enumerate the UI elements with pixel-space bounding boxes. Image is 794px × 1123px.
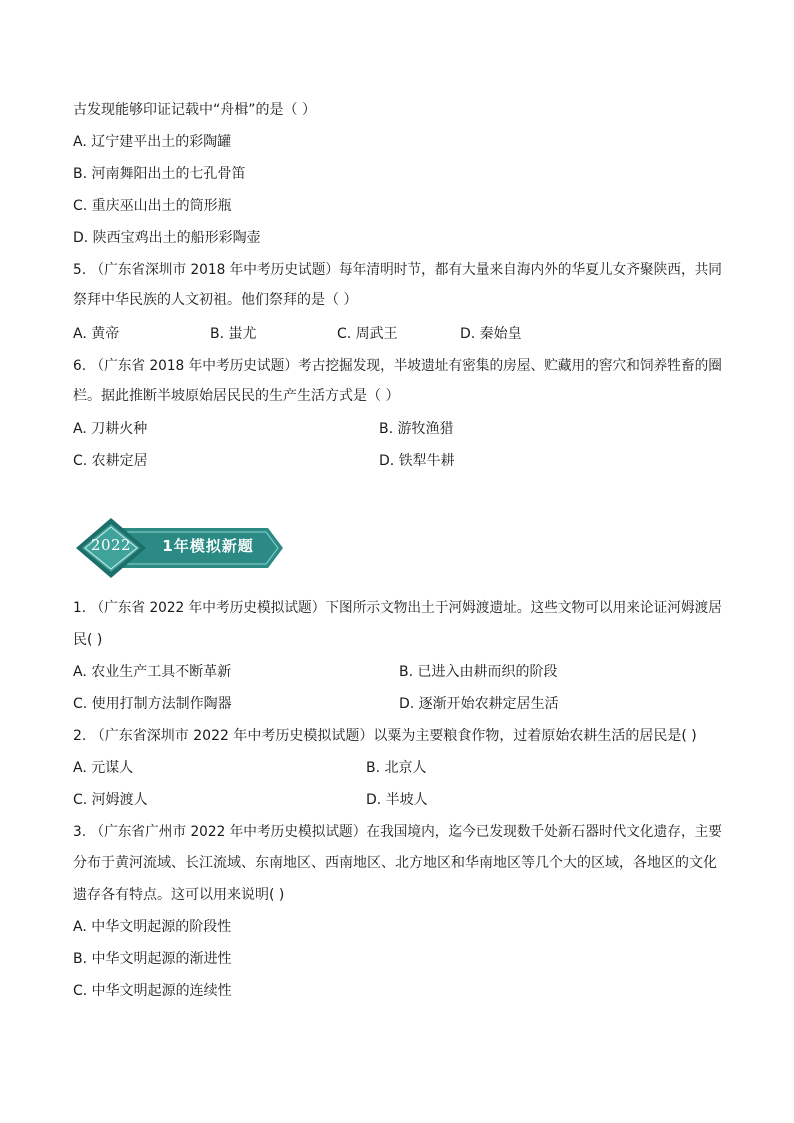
option-b: B. 河南舞阳出土的七孔骨笛 <box>73 166 246 182</box>
m1-option-c: C. 使用打制方法制作陶器 <box>73 696 232 712</box>
m2-option-a: A. 元谋人 <box>73 760 134 776</box>
m3-option-b: B. 中华文明起源的渐进性 <box>73 951 232 967</box>
question-5-line-2: 祭拜中华民族的人文初祖。他们祭拜的是（ ） <box>73 292 358 308</box>
q5-option-d: D. 秦始皇 <box>460 326 522 342</box>
m2-option-b: B. 北京人 <box>366 760 427 776</box>
option-a: A. 辽宁建平出土的彩陶罐 <box>73 134 232 150</box>
m2-option-c: C. 河姆渡人 <box>73 792 148 808</box>
mock-question-1-line-1: 1. （广东省 2022 年中考历史模拟试题）下图所示文物出土于河姆渡遗址。这些文物可以用来论证河姆渡居 <box>73 600 722 616</box>
question-6-line-2: 栏。据此推断半坡原始居民民的生产生活方式是（ ） <box>73 388 400 404</box>
question-5-line-1: 5. （广东省深圳市 2018 年中考历史试题）每年清明时节，都有大量来自海内外的华夏儿女齐聚陕西，共同 <box>73 262 722 278</box>
question-6-line-1: 6. （广东省 2018 年中考历史试题）考古挖掘发现，半坡遗址有密集的房屋、贮藏用的窖穴和饲养牲畜的圈 <box>73 358 722 374</box>
m1-option-a: A. 农业生产工具不断革新 <box>73 664 232 680</box>
q6-option-c: C. 农耕定居 <box>73 453 148 469</box>
banner-year: 2022 <box>90 536 132 554</box>
q6-option-b: B. 游牧渔猎 <box>379 421 454 437</box>
mock-question-3-line-3: 遗存各有特点。这可以用来说明( ) <box>73 887 285 903</box>
mock-question-3-line-2: 分布于黄河流域、长江流域、东南地区、西南地区、北方地区和华南地区等几个大的区域，各地区的文化 <box>73 855 717 871</box>
banner-title: 1年模拟新题 <box>162 537 254 555</box>
question-stem-tail: 古发现能够印证记载中“舟楫”的是（ ） <box>73 102 316 118</box>
m3-option-a: A. 中华文明起源的阶段性 <box>73 919 232 935</box>
mock-question-3-line-1: 3. （广东省广州市 2022 年中考历史模拟试题）在我国境内，迄今已发现数千处新石器时代文化遗存，主要 <box>73 824 722 840</box>
q6-option-a: A. 刀耕火种 <box>73 421 148 437</box>
q5-option-a: A. 黄帝 <box>73 326 120 342</box>
section-banner <box>76 518 286 578</box>
option-c: C. 重庆巫山出土的筒形瓶 <box>73 198 232 214</box>
mock-question-2-line-1: 2. （广东省深圳市 2022 年中考历史模拟试题）以粟为主要粮食作物，过着原始农耕生活的居民是( ) <box>73 728 697 744</box>
m1-option-b: B. 已进入由耕而织的阶段 <box>399 664 558 680</box>
m3-option-c: C. 中华文明起源的连续性 <box>73 983 232 999</box>
q6-option-d: D. 铁犁牛耕 <box>379 453 455 469</box>
option-d: D. 陕西宝鸡出土的船形彩陶壶 <box>73 230 261 246</box>
q5-option-b: B. 蚩尤 <box>210 326 257 342</box>
q5-option-c: C. 周武王 <box>337 326 398 342</box>
mock-question-1-line-2: 民( ) <box>73 632 103 648</box>
m2-option-d: D. 半坡人 <box>366 792 428 808</box>
m1-option-d: D. 逐渐开始农耕定居生活 <box>399 696 559 712</box>
